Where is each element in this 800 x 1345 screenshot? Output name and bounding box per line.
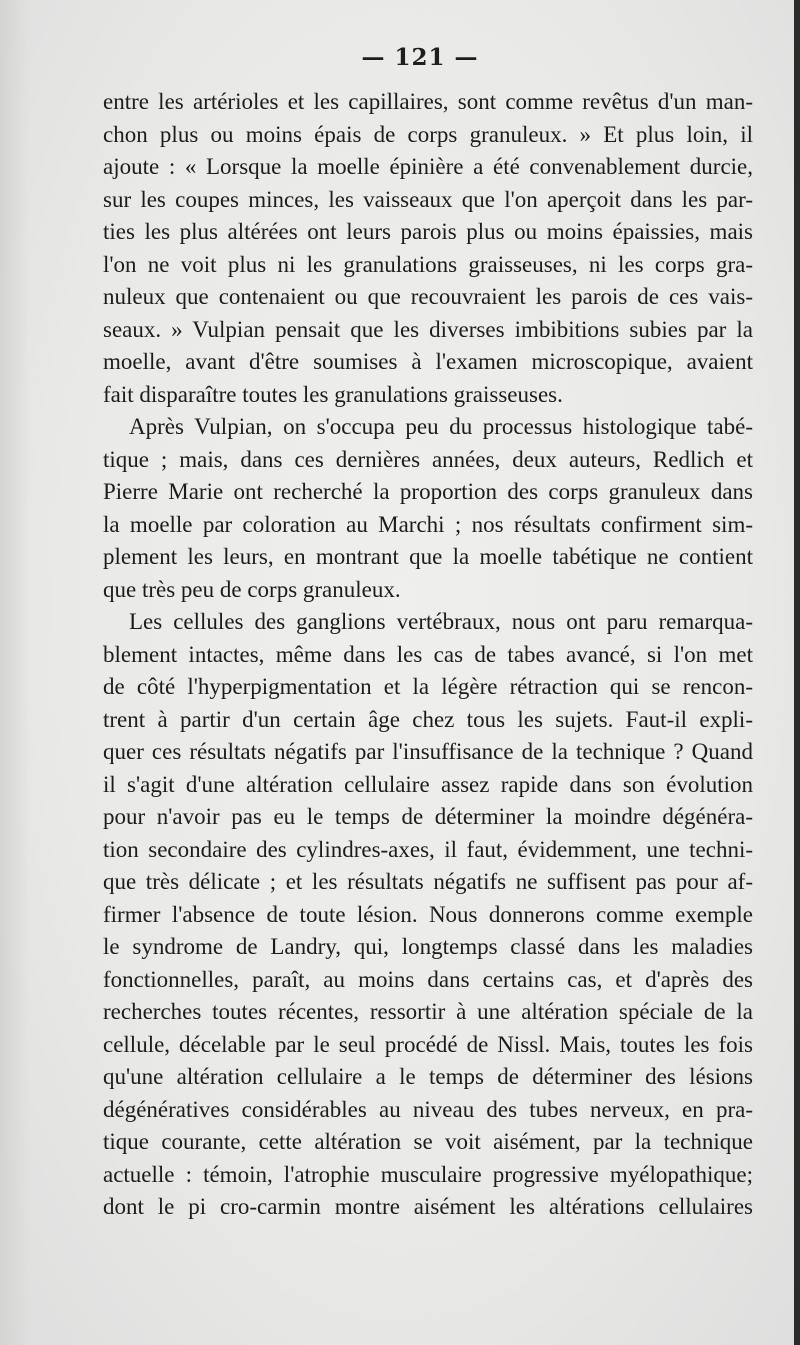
text-line: pour n'avoir pas eu le temps de déterminer la moindre dégénéra- <box>103 804 753 829</box>
text-line: recherches toutes récentes, ressortir à une altération spéciale de la <box>103 999 753 1024</box>
text-line: quer ces résultats négatifs par l'insuffisance de la technique ? Quand <box>103 739 753 764</box>
text-line-paragraph-start: Les cellules des ganglions vertébraux, nous ont paru remarqua- <box>129 609 753 634</box>
page-number: — 121 — <box>361 44 479 71</box>
text-line: tion secondaire des cylindres-axes, il faut, évidemment, une techni- <box>103 836 753 862</box>
text-line: ajoute : « Lorsque la moelle épinière a été convenablement durcie, <box>103 154 753 179</box>
text-line-paragraph-end: que très peu de corps granuleux. <box>103 576 401 602</box>
text-line: la moelle par coloration au Marchi ; nos résultats confirment sim- <box>103 511 753 537</box>
text-line: plement les leurs, en montrant que la moelle tabétique ne contient <box>103 544 753 569</box>
page-edge <box>794 0 800 1345</box>
text-line: entre les artérioles et les capillaires, sont comme revêtus d'un man- <box>103 89 753 114</box>
text-line: actuelle : témoin, l'atrophie musculaire progressive myélopathique; <box>103 1161 753 1187</box>
text-line: de côté l'hyperpigmentation et la légère rétraction qui se rencon- <box>103 674 753 699</box>
text-line: dont le pi cro-carmin montre aisément les altérations cellulaires <box>103 1194 753 1219</box>
text-line: ties les plus altérées ont leurs parois plus ou moins épaissies, mais <box>103 219 753 244</box>
text-line: chon plus ou moins épais de corps granuleux. » Et plus loin, il <box>103 121 753 147</box>
text-line: qu'une altération cellulaire a le temps de déterminer des lésions <box>103 1064 753 1089</box>
text-line: blement intactes, même dans les cas de tabes avancé, si l'on met <box>103 641 753 667</box>
text-line: Pierre Marie ont recherché la proportion des corps granuleux dans <box>103 479 753 504</box>
text-line: fonctionnelles, paraît, au moins dans certains cas, et d'après des <box>103 966 753 992</box>
text-line: l'on ne voit plus ni les granulations graisseuses, ni les corps gra- <box>103 251 753 277</box>
text-line: nuleux que contenaient ou que recouvraient les parois de ces vais- <box>103 284 753 309</box>
text-line: dégénératives considérables au niveau des tubes nerveux, en pra- <box>103 1096 753 1122</box>
text-line-paragraph-end: fait disparaître toutes les granulations graisseuses. <box>103 381 563 407</box>
text-line: cellule, décelable par le seul procédé de Nissl. Mais, toutes les fois <box>103 1031 753 1057</box>
text-line: que très délicate ; et les résultats négatifs ne suffisent pas pour af- <box>103 869 753 894</box>
text-line: firmer l'absence de toute lésion. Nous donnerons comme exemple <box>103 901 753 927</box>
body-text <box>103 86 753 1224</box>
text-line-paragraph-start: Après Vulpian, on s'occupa peu du processus histologique tabé- <box>129 414 753 439</box>
text-line: il s'agit d'une altération cellulaire assez rapide dans son évolution <box>103 771 753 797</box>
text-line: sur les coupes minces, les vaisseaux que l'on aperçoit dans les par- <box>103 186 753 212</box>
text-line: tique ; mais, dans ces dernières années, deux auteurs, Redlich et <box>103 446 753 472</box>
text-line: seaux. » Vulpian pensait que les diverses imbibitions subies par la <box>103 316 753 342</box>
text-line: trent à partir d'un certain âge chez tous les sujets. Faut-il expli- <box>103 706 753 732</box>
text-line: le syndrome de Landry, qui, longtemps classé dans les maladies <box>103 934 753 959</box>
text-line: tique courante, cette altération se voit aisément, par la technique <box>103 1129 753 1154</box>
page-gutter-shadow <box>0 0 30 1345</box>
text-line: moelle, avant d'être soumises à l'examen microscopique, avaient <box>103 349 753 374</box>
